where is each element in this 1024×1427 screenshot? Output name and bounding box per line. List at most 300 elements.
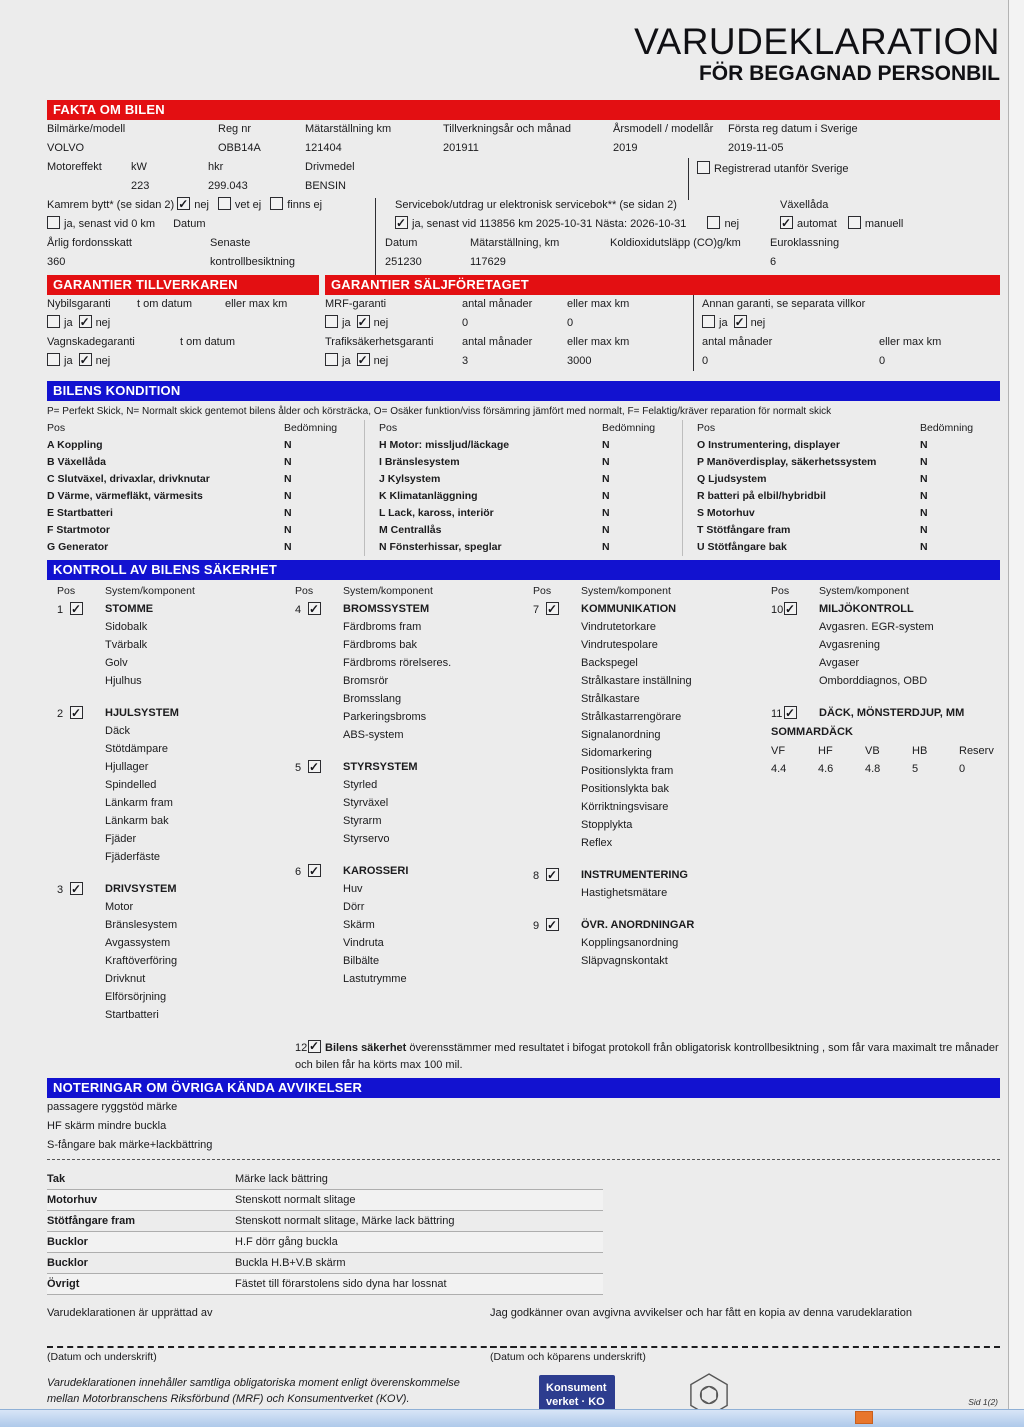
automat-label: automat bbox=[797, 218, 837, 230]
tillverkning-label: Tillverkningsår och månad bbox=[443, 123, 571, 135]
footer-note bbox=[47, 1375, 517, 1407]
kontroll-group-checkbox[interactable] bbox=[70, 602, 83, 615]
kamrem-option-label: finns ej bbox=[287, 199, 323, 211]
nej-label: nej bbox=[95, 355, 111, 367]
tyre-depth-value: 0 bbox=[959, 763, 966, 775]
kontroll-item-label: Drivknut bbox=[105, 973, 146, 985]
kondition-item-label: S Motorhuv bbox=[697, 507, 755, 519]
pos-header: Pos bbox=[533, 585, 552, 597]
kontroll-item-label: Hastighetsmätare bbox=[581, 887, 668, 899]
kondition-item-grade: N bbox=[284, 490, 292, 502]
kondition-item-grade: N bbox=[602, 524, 610, 536]
kontroll-group-title: HJULSYSTEM bbox=[105, 707, 179, 719]
skatt-label: Årlig fordonsskatt bbox=[47, 237, 132, 249]
kontroll-group bbox=[771, 600, 999, 690]
garanti-saljforetag-header: GARANTIER SÄLJFÖRETAGET bbox=[325, 275, 1000, 295]
kontroll-item-label: Styrservo bbox=[343, 833, 390, 845]
kamrem-datum-label: Datum bbox=[173, 218, 206, 230]
noteringar-line: passagere ryggstöd märke bbox=[47, 1101, 178, 1113]
kondition-item-grade: N bbox=[284, 524, 292, 536]
kontroll-column-3 bbox=[523, 582, 761, 984]
kondition-row bbox=[697, 437, 1000, 454]
servicebok-ja-checkbox[interactable] bbox=[395, 216, 408, 229]
kw-label: kW bbox=[131, 161, 147, 173]
kontroll-group-number: 1 bbox=[57, 604, 64, 616]
vagnskade-nej-checkbox[interactable] bbox=[79, 353, 92, 366]
kontroll-group-number: 7 bbox=[533, 604, 540, 616]
signature-section bbox=[47, 1307, 1000, 1363]
kontroll-item-label: Positionslykta fram bbox=[581, 765, 674, 777]
kondition-item-grade: N bbox=[284, 439, 292, 451]
kontroll-group-number: 8 bbox=[533, 870, 540, 882]
kontroll-item-label: Bilbälte bbox=[343, 955, 380, 967]
kontroll-group-number: 10 bbox=[771, 604, 784, 616]
kondition-row bbox=[697, 454, 1000, 471]
kontroll-item-label: Fjäder bbox=[105, 833, 137, 845]
bedomning-header: Bedömning bbox=[284, 422, 338, 434]
pos-header: Pos bbox=[57, 585, 76, 597]
kontroll-item-label: Lastutrymme bbox=[343, 973, 407, 985]
kamrem-option-label: nej bbox=[194, 199, 209, 211]
tyre-values bbox=[771, 760, 999, 778]
kondition-item-label: A Koppling bbox=[47, 439, 103, 451]
kontroll-item-label: Styrväxel bbox=[343, 797, 389, 809]
upprattad-av-label: Varudeklarationen är upprättad av bbox=[47, 1307, 213, 1319]
pos-header: Pos bbox=[771, 585, 790, 597]
kontroll-item-label: Signalanordning bbox=[581, 729, 661, 741]
kontroll-group-number: 5 bbox=[295, 762, 302, 774]
kontroll-group-title: KOMMUNIKATION bbox=[581, 603, 677, 615]
kontroll-group-number: 6 bbox=[295, 866, 302, 878]
kontroll-item-label: Backspegel bbox=[581, 657, 638, 669]
kontroll-group-checkbox[interactable] bbox=[308, 602, 321, 615]
co2-value bbox=[610, 253, 770, 272]
noteringar-line: S-fångare bak märke+lackbättring bbox=[47, 1139, 213, 1151]
kondition-item-grade: N bbox=[602, 439, 610, 451]
item12-checkbox[interactable] bbox=[308, 1040, 321, 1053]
kontroll-group bbox=[295, 600, 523, 744]
fakta-header: FAKTA OM BILEN bbox=[47, 100, 1000, 120]
kamrem-ja-label: ja, senast vid 0 km bbox=[64, 218, 156, 230]
annan-garanti-label: Annan garanti, se separata villkor bbox=[702, 298, 866, 310]
kamrem-option-label: vet ej bbox=[234, 199, 262, 211]
kondition-item-label: K Klimatanläggning bbox=[379, 490, 478, 502]
kondition-row bbox=[379, 488, 682, 505]
motoreffekt-label: Motoreffekt bbox=[47, 161, 102, 173]
kontroll-group-checkbox[interactable] bbox=[70, 882, 83, 895]
kontroll-group bbox=[295, 862, 523, 988]
kontroll-item-label: Strålkastare inställning bbox=[581, 675, 692, 687]
kontroll-item-label: Avgassystem bbox=[105, 937, 171, 949]
kondition-item-grade: N bbox=[284, 541, 292, 553]
dack-number: 11 bbox=[771, 708, 783, 720]
dack-subtitle: SOMMARDÄCK bbox=[771, 726, 853, 738]
kondition-item-label: F Startmotor bbox=[47, 524, 110, 536]
kondition-row bbox=[379, 539, 682, 556]
kontroll-group bbox=[295, 758, 523, 848]
kontroll-group-checkbox[interactable] bbox=[308, 864, 321, 877]
arsmodell-value: 2019 bbox=[613, 142, 638, 154]
page-subtitle: FÖR BEGAGNAD PERSONBIL bbox=[698, 62, 1000, 85]
dashed-separator bbox=[47, 1159, 1000, 1160]
kondition-row bbox=[379, 471, 682, 488]
konsumentverket-logo: Konsument verket · KO bbox=[539, 1375, 615, 1415]
garantier-section bbox=[47, 275, 1000, 371]
kontroll-group-checkbox[interactable] bbox=[308, 760, 321, 773]
footer-note-line1: Varudeklarationen innehåller samtliga obligatoriska moment enligt överenskommelse bbox=[47, 1377, 460, 1389]
kondition-row bbox=[47, 522, 364, 539]
avvikelse-value: Stenskott normalt slitage bbox=[235, 1194, 356, 1206]
vagnskade-col2: t om datum bbox=[180, 336, 236, 348]
kondition-column-2 bbox=[364, 420, 682, 556]
datum-label: Datum bbox=[385, 237, 418, 249]
kontroll-group bbox=[57, 704, 285, 866]
kontroll-group-checkbox[interactable] bbox=[784, 602, 797, 615]
vagnskade-label: Vagnskadegaranti bbox=[47, 336, 135, 348]
kontroll-group-title: STYRSYSTEM bbox=[343, 761, 418, 773]
matarstallning2-value: 117629 bbox=[470, 256, 506, 268]
title-block bbox=[47, 0, 1000, 86]
kondition-header: BILENS KONDITION bbox=[47, 381, 1000, 401]
avvikelse-row bbox=[47, 1253, 603, 1274]
kontroll-group bbox=[533, 600, 761, 852]
kontroll-item-label: Motor bbox=[105, 901, 134, 913]
kontroll-group-number: 3 bbox=[57, 884, 64, 896]
kontroll-item-label: Skärm bbox=[343, 919, 375, 931]
kontroll-column-1 bbox=[47, 582, 285, 1038]
tyre-header: VF bbox=[771, 745, 786, 757]
kondition-item-grade: N bbox=[920, 439, 928, 451]
nybil-col2: t om datum bbox=[137, 298, 193, 310]
kamrem-ja-checkbox[interactable] bbox=[47, 216, 60, 229]
avvikelse-label: Övrigt bbox=[47, 1278, 80, 1290]
bilmarke-label: Bilmärke/modell bbox=[47, 123, 126, 135]
kondition-row bbox=[47, 488, 364, 505]
tyre-depth-value: 4.6 bbox=[818, 763, 834, 775]
kondition-item-grade: N bbox=[920, 541, 928, 553]
kontroll-column-4 bbox=[761, 582, 999, 792]
regnr-label: Reg nr bbox=[218, 123, 252, 135]
avvikelse-value: Buckla H.B+V.B skärm bbox=[235, 1257, 346, 1269]
matarstallning-value: 121404 bbox=[305, 142, 342, 154]
pos-header: Pos bbox=[697, 422, 716, 434]
kondition-row bbox=[697, 539, 1000, 556]
kontroll-item-label: Kraftöverföring bbox=[105, 955, 178, 967]
ja-label: ja bbox=[64, 355, 73, 367]
kontroll-group-title: BROMSSYSTEM bbox=[343, 603, 430, 615]
nybil-nej-checkbox[interactable] bbox=[79, 315, 92, 328]
maxkm-label: eller max km bbox=[567, 336, 630, 348]
kondition-item-label: N Fönsterhissar, speglar bbox=[379, 541, 502, 553]
kontroll-item-label: Hjulhus bbox=[105, 675, 142, 687]
kontroll-item-label: Stötdämpare bbox=[105, 743, 168, 755]
divider-line bbox=[688, 158, 689, 200]
noteringar-header: NOTERINGAR OM ÖVRIGA KÄNDA AVVIKELSER bbox=[47, 1078, 1000, 1098]
system-header: System/komponent bbox=[105, 585, 195, 597]
kontroll-item-label: Golv bbox=[105, 657, 128, 669]
kontroll-item-label: Elförsörjning bbox=[105, 991, 167, 1003]
bedomning-header: Bedömning bbox=[920, 422, 974, 434]
kontroll-group-checkbox[interactable] bbox=[546, 918, 559, 931]
kamrem-option-checkbox[interactable] bbox=[270, 197, 283, 210]
trafik-manader-value: 3 bbox=[462, 355, 469, 367]
avvikelse-value: Märke lack bättring bbox=[235, 1173, 328, 1185]
avvikelse-label: Bucklor bbox=[47, 1257, 88, 1269]
datum-underskrift-caption: (Datum och underskrift) bbox=[47, 1351, 157, 1363]
tyre-header: Reserv bbox=[959, 745, 994, 757]
tyre-headers bbox=[771, 742, 999, 760]
manuell-label: manuell bbox=[864, 218, 904, 230]
kontroll-group-number: 4 bbox=[295, 604, 302, 616]
kondition-item-grade: N bbox=[602, 473, 610, 485]
annan-nej-checkbox[interactable] bbox=[734, 315, 747, 328]
registrerad-checkbox[interactable] bbox=[697, 161, 710, 174]
trafik-nej-checkbox[interactable] bbox=[357, 353, 370, 366]
kontroll-group bbox=[57, 880, 285, 1024]
kontroll-item-label: Strålkastare bbox=[581, 693, 640, 705]
avvikelse-label: Motorhuv bbox=[47, 1194, 98, 1206]
footer-note-line2: mellan Motorbranschens Riksförbund (MRF) och Konsumentverket (KOV). bbox=[47, 1393, 410, 1405]
godkanner-label: Jag godkänner ovan avgivna avvikelser och har fått en kopia av denna varudeklaration bbox=[490, 1307, 912, 1319]
kondition-column-3 bbox=[682, 420, 1000, 556]
tyre-depth-value: 4.4 bbox=[771, 763, 787, 775]
hkr-value: 299.043 bbox=[208, 180, 248, 192]
kontroll-group-checkbox[interactable] bbox=[546, 602, 559, 615]
kontroll-item-label: Bromsslang bbox=[343, 693, 402, 705]
manader-label: antal månader bbox=[462, 298, 533, 310]
annan-manader-label: antal månader bbox=[702, 336, 773, 348]
kontroll-item-label: Länkarm bak bbox=[105, 815, 169, 827]
kondition-row bbox=[697, 522, 1000, 539]
kontroll-group-title: INSTRUMENTERING bbox=[581, 869, 688, 881]
annan-maxkm-label: eller max km bbox=[879, 336, 942, 348]
kontroll-group bbox=[57, 600, 285, 690]
kontroll-item-label: Fjäderfäste bbox=[105, 851, 161, 863]
maxkm-label: eller max km bbox=[567, 298, 630, 310]
kontroll-item-label: Bromsrör bbox=[343, 675, 389, 687]
kw-value: 223 bbox=[131, 180, 150, 192]
automat-checkbox[interactable] bbox=[780, 216, 793, 229]
kondition-item-grade: N bbox=[602, 507, 610, 519]
matarstallning-label: Mätarställning km bbox=[305, 123, 392, 135]
kondition-item-label: C Slutväxel, drivaxlar, drivknutar bbox=[47, 473, 210, 485]
co2-label: Koldioxidutsläpp (CO)g/km bbox=[610, 237, 741, 249]
arsmodell-label: Årsmodell / modellår bbox=[613, 123, 714, 135]
kontroll-group-title: MILJÖKONTROLL bbox=[819, 603, 914, 615]
vagnskade-ja-checkbox[interactable] bbox=[47, 353, 60, 366]
avvikelse-label: Bucklor bbox=[47, 1236, 88, 1248]
avvikelse-row bbox=[47, 1232, 603, 1253]
manuell-checkbox[interactable] bbox=[848, 216, 861, 229]
kontroll-item-label: Avgasrening bbox=[819, 639, 880, 651]
kontroll-item-label: Huv bbox=[343, 883, 363, 895]
tyre-header: VB bbox=[865, 745, 880, 757]
kondition-item-label: Q Ljudsystem bbox=[697, 473, 767, 485]
hkr-label: hkr bbox=[208, 161, 224, 173]
kontroll-group bbox=[533, 916, 761, 970]
kondition-item-label: T Stötfångare fram bbox=[697, 524, 791, 536]
ja-label: ja bbox=[342, 355, 351, 367]
nybil-label: Nybilsgaranti bbox=[47, 298, 111, 310]
kondition-item-label: U Stötfångare bak bbox=[697, 541, 787, 553]
garanti-tillverkare-header: GARANTIER TILLVERKAREN bbox=[47, 275, 319, 295]
kondition-legend: P= Perfekt Skick, N= Normalt skick gentemot bilens ålder och körsträcka, O= Osäker funktion/viss försämring jämfört med normalt, F= Felaktig/kräver reparation för normalt skick bbox=[47, 406, 832, 417]
kontroll-item-label: Positionslykta bak bbox=[581, 783, 670, 795]
kontroll-column-2 bbox=[285, 582, 523, 1002]
kontroll-item-label: ABS-system bbox=[343, 729, 404, 741]
bedomning-header: Bedömning bbox=[602, 422, 656, 434]
kondition-item-grade: N bbox=[284, 473, 292, 485]
kondition-row bbox=[379, 522, 682, 539]
noteringar-line: HF skärm mindre buckla bbox=[47, 1120, 167, 1132]
pos-header: Pos bbox=[379, 422, 398, 434]
servicebok-nej-checkbox[interactable] bbox=[707, 216, 720, 229]
datum-value: 251230 bbox=[385, 256, 422, 268]
mrf-maxkm-value: 0 bbox=[567, 317, 574, 329]
kontroll-header: KONTROLL AV BILENS SÄKERHET bbox=[47, 560, 1000, 580]
mrf-ja-checkbox[interactable] bbox=[325, 315, 338, 328]
dack-group bbox=[771, 704, 999, 778]
kondition-item-label: P Manöverdisplay, säkerhetssystem bbox=[697, 456, 877, 468]
dack-checkbox[interactable] bbox=[784, 706, 797, 719]
nybil-ja-checkbox[interactable] bbox=[47, 315, 60, 328]
kondition-item-label: J Kylsystem bbox=[379, 473, 441, 485]
trafik-ja-checkbox[interactable] bbox=[325, 353, 338, 366]
mrf-nej-checkbox[interactable] bbox=[357, 315, 370, 328]
kontroll-item-label: Länkarm fram bbox=[105, 797, 173, 809]
dack-title: DÄCK, MÖNSTERDJUP, MM bbox=[819, 707, 965, 719]
servicebok-label: Servicebok/utdrag ur elektronisk servicebok** (se sidan 2) bbox=[395, 199, 677, 211]
kondition-item-grade: N bbox=[284, 456, 292, 468]
kontroll-group-title: STOMME bbox=[105, 603, 154, 615]
kondition-item-label: O Instrumentering, displayer bbox=[697, 439, 840, 451]
kamrem-option-checkbox[interactable] bbox=[177, 197, 190, 210]
kontroll-item-label: Strålkastarrengörare bbox=[581, 711, 682, 723]
avvikelse-label: Tak bbox=[47, 1173, 66, 1185]
kontroll-item-label: Spindelled bbox=[105, 779, 157, 791]
kontroll-item-label: Hjullager bbox=[105, 761, 149, 773]
kondition-column-1 bbox=[47, 420, 364, 556]
pos-header: Pos bbox=[47, 422, 66, 434]
kontroll-item-label: Stopplykta bbox=[581, 819, 633, 831]
kontroll-item-label: Vindruta bbox=[343, 937, 384, 949]
kondition-item-grade: N bbox=[602, 490, 610, 502]
tyre-depth-value: 4.8 bbox=[865, 763, 881, 775]
kondition-row bbox=[697, 471, 1000, 488]
kontroll-item-label: Parkeringsbroms bbox=[343, 711, 427, 723]
avvikelse-row bbox=[47, 1274, 603, 1295]
registrerad-utanfor-sverige bbox=[697, 161, 849, 178]
page-title: VARUDEKLARATION bbox=[634, 21, 1000, 62]
kondition-item-label: B Växellåda bbox=[47, 456, 106, 468]
kontroll-item-label: Styrarm bbox=[343, 815, 382, 827]
kondition-item-label: H Motor: missljud/läckage bbox=[379, 439, 510, 451]
kondition-row bbox=[47, 437, 364, 454]
servicebok-ja-label: ja, senast vid 113856 km 2025-10-31 Nästa: 2026-10-31 bbox=[412, 218, 687, 230]
system-header: System/komponent bbox=[581, 585, 671, 597]
signature-line-buyer[interactable] bbox=[490, 1346, 1000, 1348]
avvikelse-row bbox=[47, 1211, 603, 1232]
kontroll-group bbox=[533, 866, 761, 902]
mrf-label: MRF-garanti bbox=[325, 298, 387, 310]
forsta-reg-value: 2019-11-05 bbox=[728, 142, 784, 154]
kontroll-group-title: ÖVR. ANORDNINGAR bbox=[581, 919, 695, 931]
ja-label: ja bbox=[342, 317, 351, 329]
ja-label: ja bbox=[719, 317, 728, 329]
bilmarke-value: VOLVO bbox=[47, 142, 85, 154]
system-header: System/komponent bbox=[343, 585, 433, 597]
besiktning-label-1: Senaste bbox=[210, 237, 251, 249]
datum-koparens-underskrift-caption: (Datum och köparens underskrift) bbox=[490, 1351, 646, 1363]
item12-number: 12 bbox=[295, 1042, 308, 1054]
trafik-maxkm-value: 3000 bbox=[567, 355, 592, 367]
forsta-reg-label: Första reg datum i Sverige bbox=[728, 123, 858, 135]
kontroll-group-title: DRIVSYSTEM bbox=[105, 883, 177, 895]
signature-line-seller[interactable] bbox=[47, 1346, 517, 1348]
avvikelse-value: H.F dörr gång buckla bbox=[235, 1236, 338, 1248]
kontroll-item-label: Däck bbox=[105, 725, 131, 737]
kondition-item-grade: N bbox=[920, 456, 928, 468]
kontroll-item-label: Vindrutespolare bbox=[581, 639, 658, 651]
kondition-row bbox=[697, 505, 1000, 522]
tillverkning-value: 201911 bbox=[443, 142, 479, 154]
kontroll-item-label: Färdbroms bak bbox=[343, 639, 417, 651]
registrerad-label: Registrerad utanför Sverige bbox=[714, 163, 849, 175]
drivmedel-value: BENSIN bbox=[305, 180, 346, 192]
avvikelser-table bbox=[47, 1169, 603, 1295]
avvikelse-label: Stötfångare fram bbox=[47, 1215, 136, 1227]
kontroll-group-checkbox[interactable] bbox=[546, 868, 559, 881]
kondition-item-label: D Värme, värmefläkt, värmesits bbox=[47, 490, 203, 502]
kontroll-item-label: Dörr bbox=[343, 901, 365, 913]
annan-maxkm-value: 0 bbox=[879, 355, 886, 367]
kondition-item-label: G Generator bbox=[47, 541, 109, 553]
nej-label: nej bbox=[373, 317, 389, 329]
besiktning-label-2: kontrollbesiktning bbox=[210, 256, 295, 268]
skatt-value: 360 bbox=[47, 256, 66, 268]
kondition-item-grade: N bbox=[602, 541, 610, 553]
kondition-item-label: L Lack, kaross, interiör bbox=[379, 507, 494, 519]
kondition-item-label: R batteri på elbil/hybridbil bbox=[697, 490, 826, 502]
kontroll-item-label: Omborddiagnos, OBD bbox=[819, 675, 928, 687]
nej-label: nej bbox=[750, 317, 766, 329]
kondition-row bbox=[379, 505, 682, 522]
euro-label: Euroklassning bbox=[770, 237, 840, 249]
kondition-section bbox=[47, 381, 1000, 556]
matarstallning2-label: Mätarställning, km bbox=[470, 237, 560, 249]
kontroll-item-label: Färdbroms fram bbox=[343, 621, 422, 633]
kondition-item-grade: N bbox=[602, 456, 610, 468]
kamrem-option-checkbox[interactable] bbox=[218, 197, 231, 210]
annan-ja-checkbox[interactable] bbox=[702, 315, 715, 328]
ja-label: ja bbox=[64, 317, 73, 329]
tyre-depth-value: 5 bbox=[912, 763, 919, 775]
kontroll-item-label: Kopplingsanordning bbox=[581, 937, 679, 949]
system-header: System/komponent bbox=[819, 585, 909, 597]
nej-label: nej bbox=[373, 355, 389, 367]
manader-label: antal månader bbox=[462, 336, 533, 348]
kontroll-item-label: Färdbroms rörelseres. bbox=[343, 657, 452, 669]
kontroll-group-checkbox[interactable] bbox=[70, 706, 83, 719]
kondition-item-grade: N bbox=[920, 524, 928, 536]
kontroll-item-12 bbox=[295, 1040, 1000, 1074]
annan-manader-value: 0 bbox=[702, 355, 709, 367]
kamrem-label: Kamrem bytt* (se sidan 2) bbox=[47, 199, 175, 211]
kontroll-item-label: Styrled bbox=[343, 779, 378, 791]
kondition-row bbox=[47, 454, 364, 471]
kondition-item-grade: N bbox=[920, 473, 928, 485]
divider-line bbox=[375, 198, 376, 275]
